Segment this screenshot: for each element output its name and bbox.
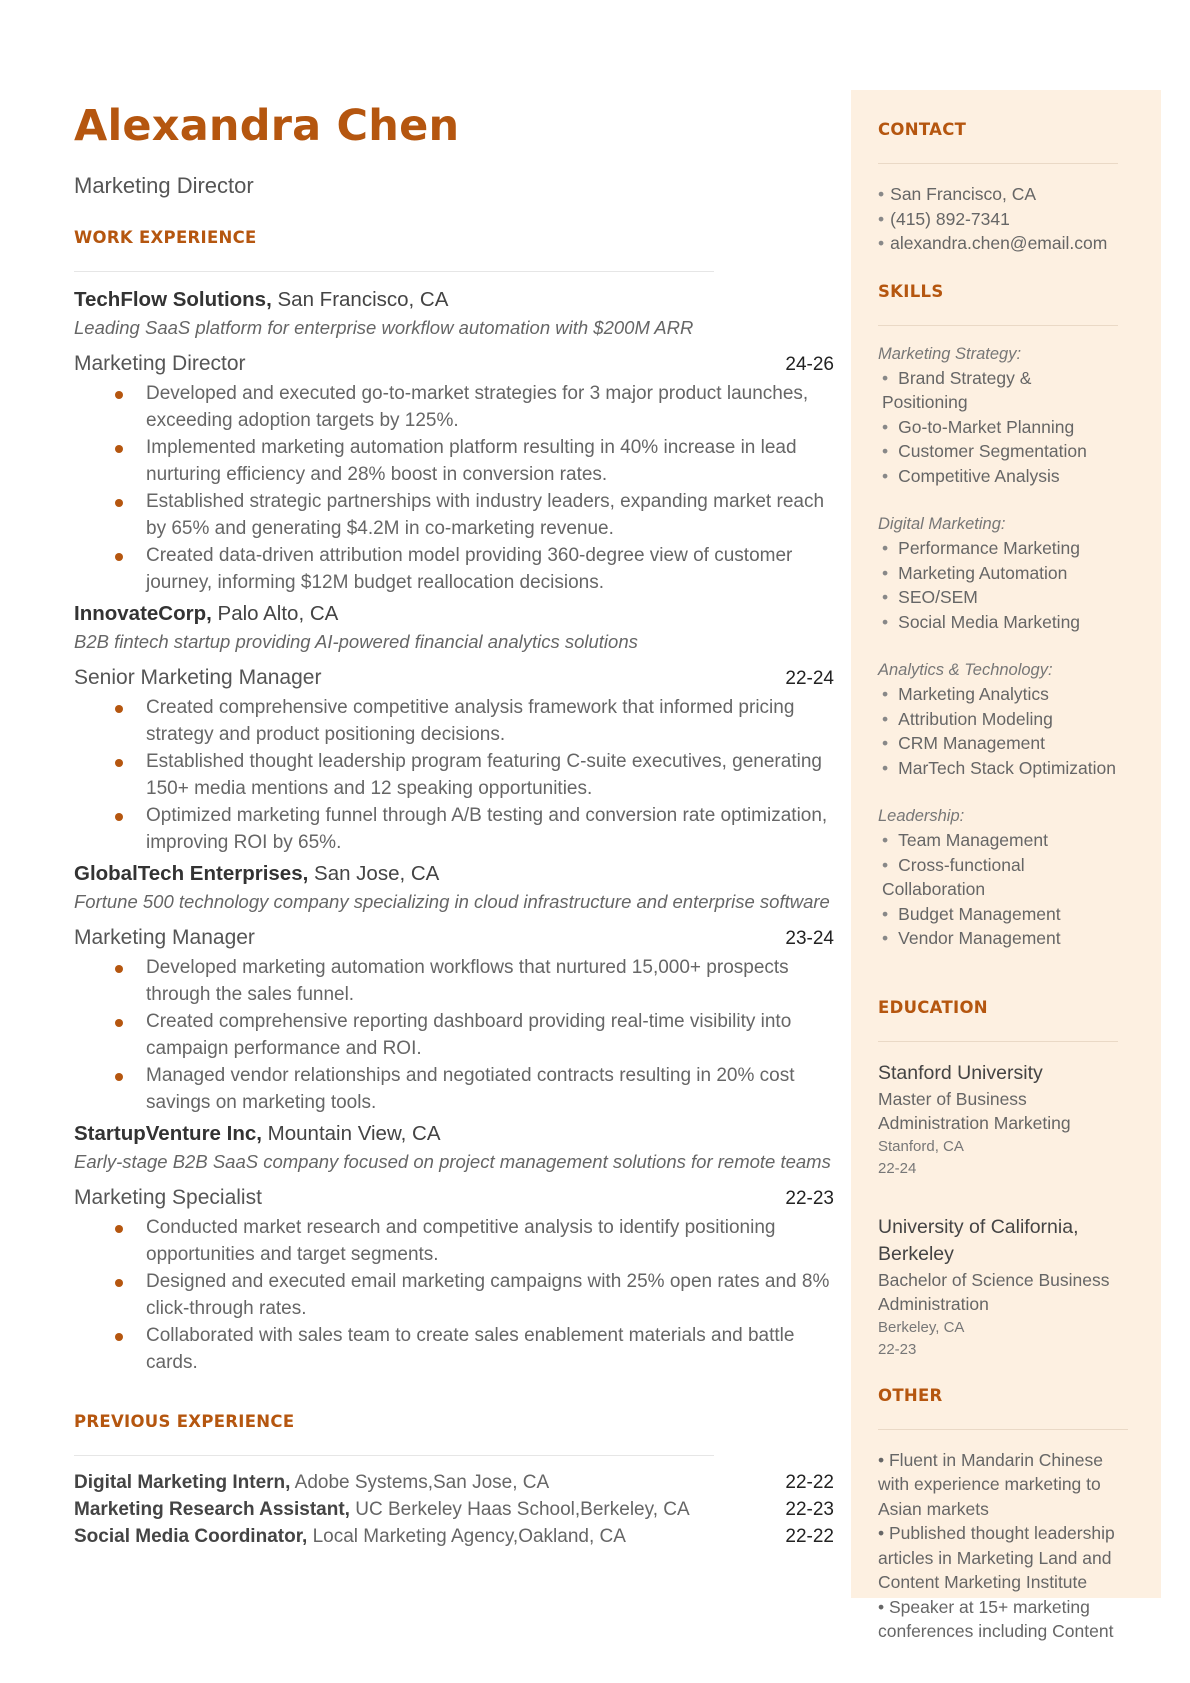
achievement-text: Created comprehensive reporting dashboard providing real-time visibility into campaign performance and ROI.	[146, 1011, 792, 1059]
main-column	[74, 101, 834, 1550]
company-description: Leading SaaS platform for enterprise workflow automation with $200M ARR	[74, 317, 694, 338]
previous-role	[74, 1496, 690, 1523]
skill-item	[878, 731, 1118, 756]
bullet-dot-icon	[115, 499, 123, 507]
company-name: StartupVenture Inc,	[74, 1122, 262, 1145]
skill-item	[878, 610, 1118, 635]
job-title: Marketing Director	[74, 352, 246, 375]
previous-role-org: Local Marketing Agency,Oakland, CA	[312, 1526, 626, 1547]
contact-item	[878, 182, 1118, 207]
skill-name: Attribution Modeling	[898, 708, 1053, 729]
bullet-dot-icon	[115, 965, 123, 973]
skill-item	[878, 926, 1118, 951]
bullet-icon: •	[882, 611, 889, 632]
previous-role-title: Digital Marketing Intern,	[74, 1472, 291, 1493]
previous-role-title: Social Media Coordinator,	[74, 1526, 308, 1547]
other-item: • Published thought leadership articles in Marketing Land and Content Marketing Institute	[878, 1523, 1115, 1592]
skill-item	[878, 682, 1118, 707]
job-title-row	[74, 350, 834, 379]
achievement-text: Optimized marketing funnel through A/B testing and conversion rate optimization, improving ROI by 65%.	[146, 805, 828, 853]
achievement-text: Created comprehensive competitive analysis framework that informed pricing strategy and product positioning decisions.	[146, 697, 795, 745]
company-description: Early-stage B2B SaaS company focused on project management solutions for remote teams	[74, 1151, 831, 1172]
job-dates: 23-24	[785, 928, 834, 949]
previous-role-org: Adobe Systems,San Jose, CA	[294, 1472, 550, 1493]
previous-experience-list	[74, 1469, 834, 1550]
skill-item	[878, 536, 1118, 561]
achievement-text: Collaborated with sales team to create sales enablement materials and battle cards.	[146, 1325, 795, 1373]
education-list	[878, 1060, 1118, 1361]
bullet-icon: •	[882, 465, 889, 486]
education-entry	[878, 1214, 1118, 1361]
previous-role-row	[74, 1469, 834, 1496]
achievement-text: Designed and executed email marketing campaigns with 25% open rates and 8% click-through rates.	[146, 1271, 830, 1319]
skill-item	[878, 439, 1118, 464]
skill-name: CRM Management	[898, 733, 1046, 753]
contact-item	[878, 231, 1118, 256]
skill-group	[878, 658, 1118, 780]
divider	[878, 325, 1118, 326]
bullet-dot-icon	[115, 1225, 123, 1233]
skill-group-heading: Digital Marketing:	[878, 515, 1006, 533]
job-entry	[74, 286, 834, 596]
skill-group-heading: Marketing Strategy:	[878, 344, 1022, 363]
achievement-text: Established thought leadership program featuring C-suite executives, generating 150+ media mentions and 12 speaking opportunities.	[146, 751, 822, 799]
school-location: Berkeley, CA	[878, 1318, 965, 1336]
company-name: GlobalTech Enterprises,	[74, 862, 309, 885]
achievement-text: Established strategic partnerships with industry leaders, expanding market reach by 65% and generating $4.2M in co-marketing revenue.	[146, 491, 825, 539]
achievement-list	[74, 1214, 834, 1376]
bullet-icon: •	[882, 928, 889, 948]
achievement-text: Developed marketing automation workflows that nurtured 15,000+ prospects through the sales funnel.	[146, 957, 789, 1005]
bullet-icon: •	[882, 367, 889, 388]
skill-group-heading: Analytics & Technology:	[878, 661, 1053, 679]
company-name: InnovateCorp,	[74, 602, 212, 625]
skill-name: Marketing Analytics	[898, 684, 1049, 704]
achievement-list	[74, 380, 834, 596]
skill-group	[878, 804, 1118, 951]
job-title-row	[74, 664, 834, 693]
divider	[74, 1455, 714, 1456]
bullet-icon: •	[882, 538, 889, 558]
skill-item	[878, 366, 1118, 415]
achievement-item	[74, 542, 834, 596]
skill-name: Vendor Management	[898, 928, 1061, 948]
job-title: Marketing Manager	[74, 926, 255, 949]
divider	[878, 1041, 1118, 1042]
company-description: Fortune 500 technology company specializing in cloud infrastructure and enterprise software	[74, 891, 830, 912]
skill-item	[878, 853, 1118, 902]
achievement-item	[74, 748, 834, 802]
bullet-icon: •	[882, 708, 889, 729]
achievement-item	[74, 1062, 834, 1116]
other-item: • Speaker at 15+ marketing conferences including Content	[878, 1596, 1114, 1641]
education-entry	[878, 1060, 1118, 1180]
bullet-dot-icon	[115, 705, 123, 713]
work-experience-heading: WORK EXPERIENCE	[74, 228, 257, 247]
achievement-item	[74, 434, 834, 488]
bullet-dot-icon	[115, 553, 123, 561]
company-description: B2B fintech startup providing AI-powered financial analytics solutions	[74, 631, 638, 652]
bullet-dot-icon	[115, 1019, 123, 1027]
previous-role-row	[74, 1523, 834, 1550]
bullet-icon: •	[882, 441, 889, 461]
previous-role	[74, 1523, 626, 1550]
company-location: San Francisco, CA	[277, 288, 449, 311]
bullet-dot-icon	[115, 813, 123, 821]
contact-item	[878, 207, 1118, 232]
bullet-icon: •	[882, 757, 889, 778]
degree: Bachelor of Science Business Administration	[878, 1269, 1110, 1314]
other-heading: OTHER	[878, 1385, 943, 1405]
skills-heading: SKILLS	[878, 281, 944, 301]
job-entry	[74, 860, 834, 1116]
skill-name: Customer Segmentation	[898, 441, 1087, 461]
bullet-icon: •	[878, 233, 885, 253]
skill-name: Competitive Analysis	[898, 465, 1060, 486]
skill-name: Go-to-Market Planning	[898, 416, 1075, 437]
bullet-icon: •	[882, 587, 889, 607]
company-line	[74, 600, 834, 628]
skill-name: Team Management	[898, 830, 1048, 850]
achievement-item	[74, 380, 834, 434]
skill-item	[878, 756, 1118, 781]
job-dates: 24-26	[785, 354, 834, 375]
bullet-dot-icon	[115, 1073, 123, 1081]
achievement-text: Implemented marketing automation platform resulting in 40% increase in lead nurturing efficiency and 28% boost in conversion rates.	[146, 437, 797, 485]
company-location: San Jose, CA	[314, 862, 440, 885]
skill-group	[878, 342, 1118, 489]
skill-name: SEO/SEM	[898, 587, 978, 607]
skill-name: Brand Strategy & Positioning	[882, 367, 1032, 412]
education-dates: 22-24	[878, 1159, 917, 1177]
skill-group	[878, 512, 1118, 634]
previous-role-row	[74, 1496, 834, 1523]
bullet-icon: •	[878, 184, 885, 204]
skill-item	[878, 561, 1118, 586]
job-dates: 22-23	[785, 1188, 834, 1209]
skills-list	[878, 342, 1118, 951]
achievement-item	[74, 954, 834, 1008]
contact-value: (415) 892-7341	[890, 208, 1010, 229]
achievement-list	[74, 694, 834, 856]
skill-item	[878, 828, 1118, 853]
previous-role-dates: 22-22	[785, 1472, 834, 1493]
achievement-item	[74, 1268, 834, 1322]
school-location: Stanford, CA	[878, 1137, 964, 1155]
bullet-dot-icon	[115, 1333, 123, 1341]
divider	[878, 1429, 1128, 1430]
bullet-icon: •	[882, 830, 889, 850]
company-location: Palo Alto, CA	[217, 602, 339, 625]
company-line	[74, 286, 834, 314]
contact-value: San Francisco, CA	[890, 184, 1037, 204]
bullet-icon: •	[882, 854, 889, 875]
other-list	[878, 1448, 1118, 1644]
bullet-dot-icon	[115, 1279, 123, 1287]
divider	[74, 271, 714, 272]
company-line	[74, 1120, 834, 1148]
bullet-icon: •	[882, 903, 889, 924]
education-heading: EDUCATION	[878, 997, 988, 1017]
skill-item	[878, 415, 1118, 440]
bullet-icon: •	[882, 562, 889, 583]
achievement-item	[74, 694, 834, 748]
candidate-title: Marketing Director	[74, 173, 254, 198]
achievement-item	[74, 1214, 834, 1268]
job-title-row	[74, 1184, 834, 1213]
contact-heading: CONTACT	[878, 120, 967, 139]
candidate-name: Alexandra Chen	[74, 101, 460, 151]
school-name: University of California, Berkeley	[878, 1215, 1079, 1265]
job-entry	[74, 1120, 834, 1376]
bullet-icon: •	[882, 684, 889, 704]
bullet-dot-icon	[115, 391, 123, 399]
achievement-item	[74, 802, 834, 856]
contact-list	[878, 182, 1118, 256]
achievement-item	[74, 1322, 834, 1376]
bullet-icon: •	[882, 416, 889, 437]
skill-name: Social Media Marketing	[898, 611, 1081, 632]
company-name: TechFlow Solutions,	[74, 288, 272, 311]
divider	[878, 163, 1118, 164]
achievement-item	[74, 1008, 834, 1062]
work-experience-list	[74, 286, 834, 1376]
achievement-item	[74, 488, 834, 542]
bullet-icon: •	[878, 208, 885, 229]
skill-group-heading: Leadership:	[878, 807, 965, 825]
skill-name: Performance Marketing	[898, 538, 1081, 558]
achievement-text: Conducted market research and competitive analysis to identify positioning opportunities and target segments.	[146, 1217, 776, 1265]
job-dates: 22-24	[785, 668, 834, 689]
job-title: Senior Marketing Manager	[74, 666, 322, 689]
skill-name: MarTech Stack Optimization	[898, 757, 1116, 778]
achievement-text: Created data-driven attribution model providing 360-degree view of customer journey, informing $12M budget reallocation decisions.	[146, 545, 793, 593]
skill-name: Cross-functional Collaboration	[882, 854, 1025, 899]
previous-role-org: UC Berkeley Haas School,Berkeley, CA	[355, 1499, 690, 1520]
bullet-dot-icon	[115, 759, 123, 767]
achievement-text: Developed and executed go-to-market strategies for 3 major product launches, exceeding adoption targets by 125%.	[146, 383, 809, 431]
sidebar	[851, 90, 1161, 1641]
skill-item	[878, 902, 1118, 927]
job-title-row	[74, 924, 834, 953]
job-title: Marketing Specialist	[74, 1186, 262, 1209]
contact-value: alexandra.chen@email.com	[890, 233, 1108, 253]
school-name: Stanford University	[878, 1061, 1043, 1084]
skill-name: Budget Management	[898, 903, 1061, 924]
skill-name: Marketing Automation	[898, 562, 1068, 583]
skill-item	[878, 585, 1118, 610]
skill-item	[878, 707, 1118, 732]
company-line	[74, 860, 834, 888]
achievement-text: Managed vendor relationships and negotiated contracts resulting in 20% cost savings on marketing tools.	[146, 1065, 795, 1113]
skill-item	[878, 464, 1118, 489]
bullet-dot-icon	[115, 445, 123, 453]
previous-role-dates: 22-23	[785, 1499, 834, 1520]
previous-role-dates: 22-22	[785, 1526, 834, 1547]
other-item: • Fluent in Mandarin Chinese with experience marketing to Asian markets	[878, 1449, 1103, 1519]
job-entry	[74, 600, 834, 856]
previous-role-title: Marketing Research Assistant,	[74, 1499, 350, 1520]
achievement-list	[74, 954, 834, 1116]
previous-experience-heading: PREVIOUS EXPERIENCE	[74, 1412, 295, 1431]
bullet-icon: •	[882, 733, 889, 753]
previous-role	[74, 1469, 549, 1496]
company-location: Mountain View, CA	[267, 1122, 441, 1145]
education-dates: 22-23	[878, 1340, 917, 1358]
degree: Master of Business Administration Marketing	[878, 1088, 1071, 1133]
